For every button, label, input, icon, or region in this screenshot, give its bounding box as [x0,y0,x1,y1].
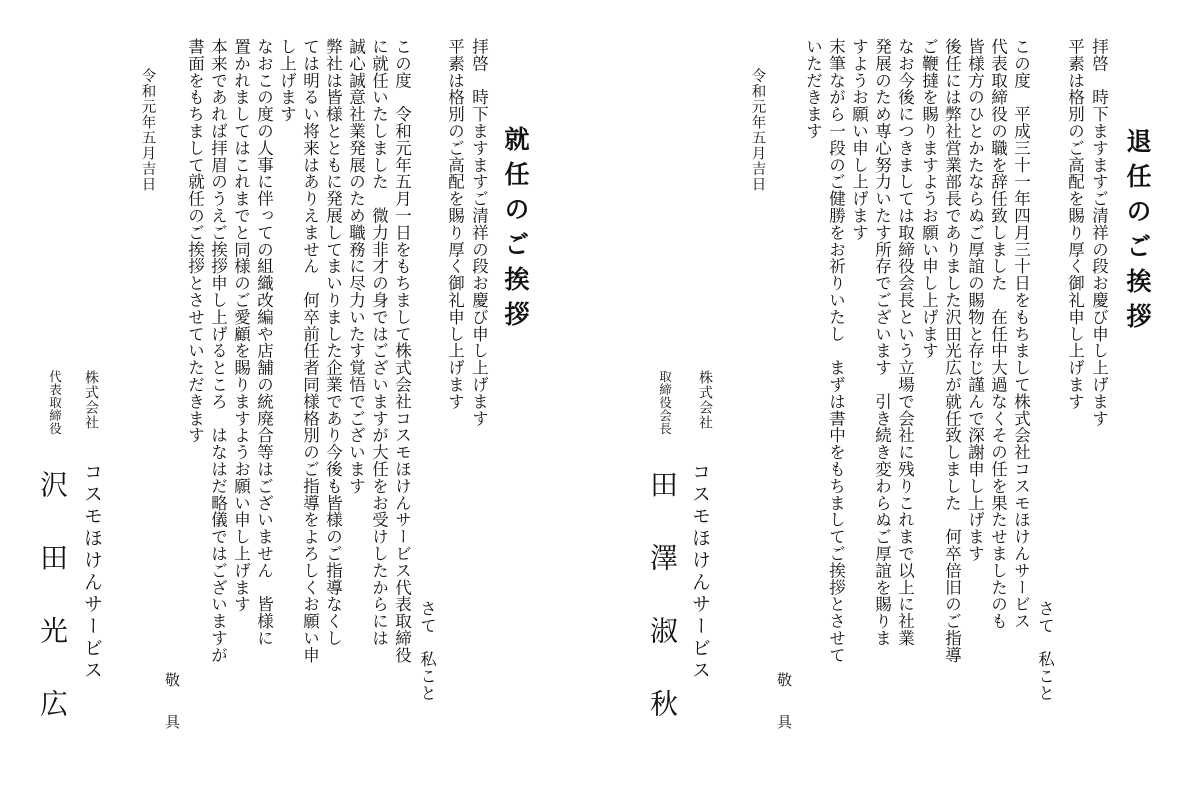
retirement-body-line: 皆様方のひとかたならぬご厚誼の賜物と存じ謹んで深謝申し上げます [965,38,985,562]
retirement-body-line: なお今後につきましては取締役会長という立場で会社に残りこれまで以上に社業 [895,38,915,647]
appointment-body-line: ては明るい将来はありえません 何卒前任者同様格別のご指導をよろしくお願い申 [300,38,320,664]
retirement-letter [590,0,1179,785]
retirement-position: 取締役会長 [657,370,673,435]
appointment-body-line: に就任いたしました 微力非才の身ではございますが大任をお受けしたからには [369,38,389,647]
retirement-body-line: 後任には弊社営業部長でありました沢田光広が就任致しました 何卒倍旧のご指導 [942,38,962,664]
appointment-body-line: なおこの度の人事に伴っての組織改編や店舗の統廃合等はございません 皆様に [254,38,274,647]
retirement-keigu: 敬 具 [775,672,793,735]
retirement-body-line: 発展のため専心努力いたす所存でございます 引き続き変わらぬご厚誼を賜りま [872,38,892,647]
retirement-body-line: 末筆ながら一段のご健勝をお祈りいたし まずは書中をもちましてご挨拶とさせて [826,38,846,664]
retirement-body-line: この度 平成三十一年四月三十日をもちまして株式会社コスモほけんサービス [1011,38,1031,630]
retirement-body-line: 平素は格別のご高配を賜り厚く御礼申し上げます [1065,38,1085,410]
appointment-person-name: 沢田光広 [36,470,69,762]
appointment-keigu: 敬 具 [163,672,181,735]
appointment-body-line: 誠心誠意社業発展のため職務に尽力いたす覚悟でございます [346,38,366,495]
appointment-company-name: コスモほけんサービス [81,462,103,682]
appointment-company-type: 株式会社 [83,370,99,430]
appointment-letter [0,0,589,785]
retirement-body-line: すようお願い申し上げます [849,38,869,241]
retirement-company-type: 株式会社 [697,370,713,430]
retirement-sate: さて 私こと [1035,600,1055,702]
appointment-position: 代表取締役 [47,370,63,435]
appointment-title: 就任のご挨拶 [501,126,530,336]
retirement-body-line: 拝啓 時下ますますご清祥の段お慶び申し上げます [1089,38,1109,427]
appointment-body-line: 置かれましてはこれまでと同様のご愛顧を賜りますようお願い申し上げます [231,38,251,613]
appointment-body-line: 弊社は皆様とともに発展してまいりました企業であり今後も皆様のご指導なくし [323,38,343,647]
appointment-date: 令和元年五月吉日 [139,68,156,192]
appointment-body-line: 本来であれば拝眉のうえご挨拶申し上げるところ はなはだ略儀ではございますが [208,38,228,664]
appointment-body-line: 書面をもちまして就任のご挨拶とさせていただきます [185,38,205,444]
retirement-date: 令和元年五月吉日 [749,68,766,192]
retirement-body-line: いただきます [803,38,823,140]
appointment-body-line: この度 令和元年五月一日をもちまして株式会社コスモほけんサービス代表取締役 [392,38,412,664]
retirement-company-name: コスモほけんサービス [689,462,711,682]
retirement-person-name: 田澤淑秋 [646,470,679,762]
retirement-title: 退任のご挨拶 [1123,128,1152,338]
appointment-body-line: 拝啓 時下ますますご清祥の段お慶び申し上げます [469,38,489,427]
appointment-sate: さて 私こと [417,600,437,702]
appointment-body-line: 平素は格別のご高配を賜り厚く御礼申し上げます [445,38,465,410]
appointment-body-line: し上げます [277,38,297,123]
retirement-body-line: 代表取締役の職を辞任致しました 在任中大過なくその任を果たせましたのも [988,38,1008,630]
retirement-body-line: ご鞭撻を賜りますようお願い申し上げます [919,38,939,360]
